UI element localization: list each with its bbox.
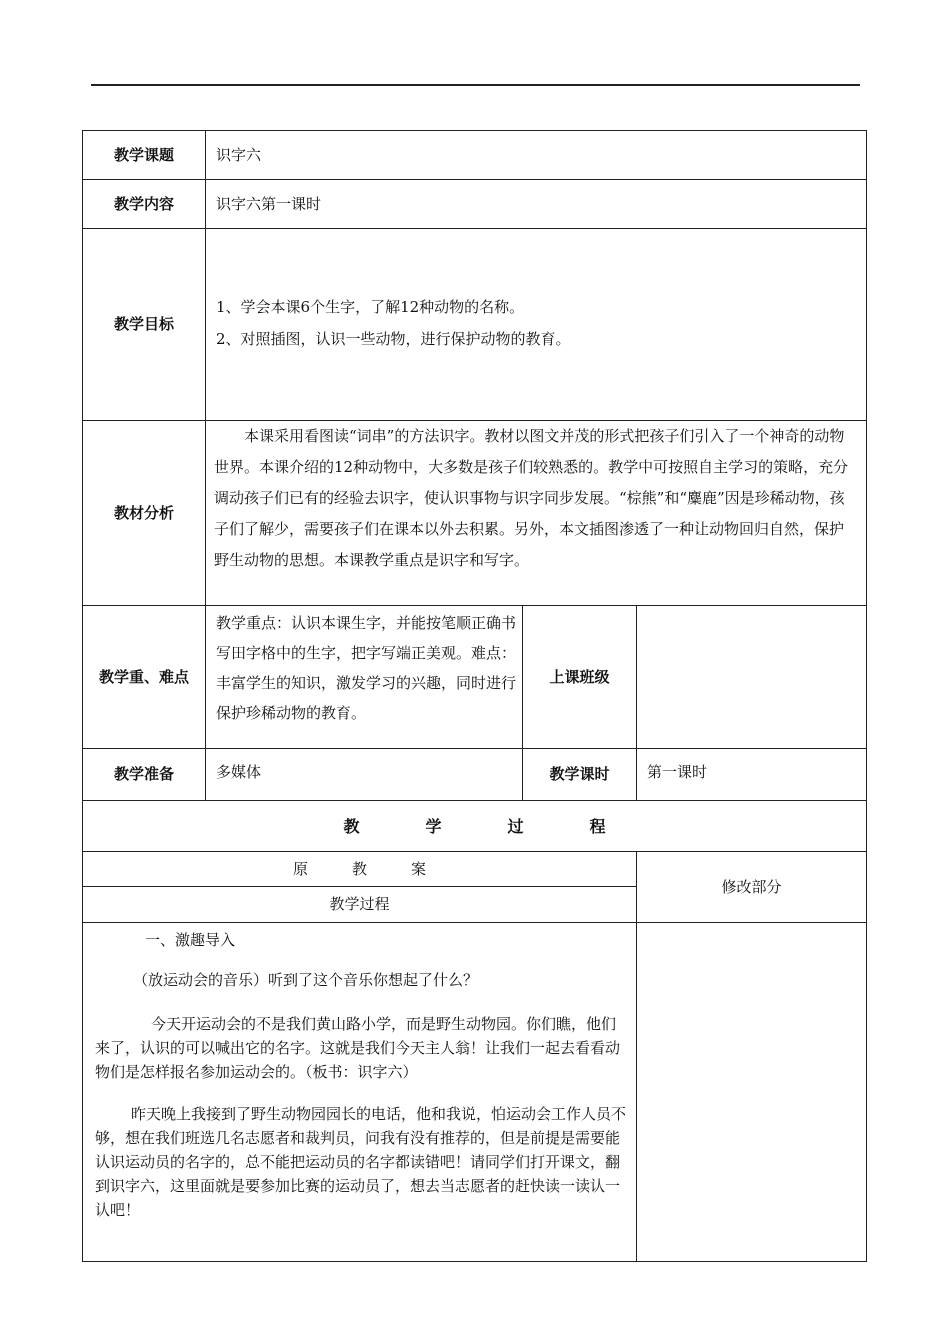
class-value — [636, 605, 867, 749]
hours-value: 第一课时 — [636, 748, 867, 801]
topic-label: 教学课题 — [82, 130, 206, 180]
process-title-char: 教 — [343, 816, 360, 836]
goals-value — [205, 228, 867, 421]
body-paragraph: 昨天晚上我接到了野生动物园园长的电话，他和我说，怕运动会工作人员不够，想在我们班选几名志愿者和裁判员，问我有没有推荐的，但是前提是需要能认识运动员的名字的，总不能把运动员的名字都读错吧！请同学们打开课文，翻到识字六，这里面就是要参加比赛的运动员了，想去当志愿者的赶快读一读认一认吧！ — [95, 1105, 627, 1219]
process-subheader: 教学过程 — [82, 886, 637, 923]
original-plan-header — [82, 851, 637, 887]
modify-area — [636, 922, 867, 1262]
topic-value: 识字六 — [205, 130, 867, 180]
modify-label: 修改部分 — [636, 851, 867, 923]
original-plan-char: 案 — [411, 859, 427, 878]
original-plan-char: 教 — [351, 859, 367, 878]
process-body — [82, 922, 637, 1262]
body-paragraph: 今天开运动会的不是我们黄山路小学，而是野生动物园。你们瞧，他们来了，认识的可以喊出它的名字。这就是我们今天主人翁！让我们一起去看看动物们是怎样报名参加运动会的。（板书：识字六） — [95, 1015, 621, 1081]
key-points-value — [205, 605, 523, 749]
process-title — [82, 800, 867, 852]
analysis-text: 本课采用看图读“词串”的方法识字。教材以图文并茂的形式把孩子们引入了一个神奇的动物世界。本课介绍的12种动物中，大多数是孩子们较熟悉的。教学中可按照自主学习的策略，充分调动孩子们已有的经验去识字，使认识事物与识字同步发展。“棕熊”和“麋鹿”因是珍稀动物，孩子们了解少，需要孩子们在课本以外去积累。另外，本文插图渗透了一种让动物回归自然，保护野生动物的思想。本课教学重点是识字和写字。 — [214, 427, 849, 569]
analysis-label: 教材分析 — [82, 420, 206, 606]
prep-label: 教学准备 — [82, 748, 206, 801]
hours-label: 教学课时 — [522, 748, 637, 801]
content-label: 教学内容 — [82, 179, 206, 229]
process-title-char: 学 — [425, 816, 442, 836]
process-title-char: 程 — [589, 816, 606, 836]
key-points-text: 教学重点：认识本课生字，并能按笔顺正确书写田字格中的生字，把字写端正美观。难点：丰富学生的知识，激发学习的兴趣，同时进行保护珍稀动物的教育。 — [216, 614, 517, 722]
original-plan-char: 原 — [292, 859, 308, 878]
goal-item: 2、对照插图，认识一些动物，进行保护动物的教育。 — [216, 330, 571, 348]
goals-label: 教学目标 — [82, 228, 206, 421]
process-title-char: 过 — [507, 816, 524, 836]
prep-value: 多媒体 — [205, 748, 523, 801]
content-value: 识字六第一课时 — [205, 179, 867, 229]
class-label: 上课班级 — [522, 605, 637, 749]
goal-item: 1、学会本课6个生字，了解12种动物的名称。 — [216, 298, 525, 316]
key-points-label: 教学重、难点 — [82, 605, 206, 749]
analysis-value — [205, 420, 867, 606]
body-paragraph: （放运动会的音乐）听到了这个音乐你想起了什么？ — [133, 971, 479, 989]
header-rule — [91, 84, 860, 86]
section-heading: 一、激趣导入 — [145, 931, 236, 949]
